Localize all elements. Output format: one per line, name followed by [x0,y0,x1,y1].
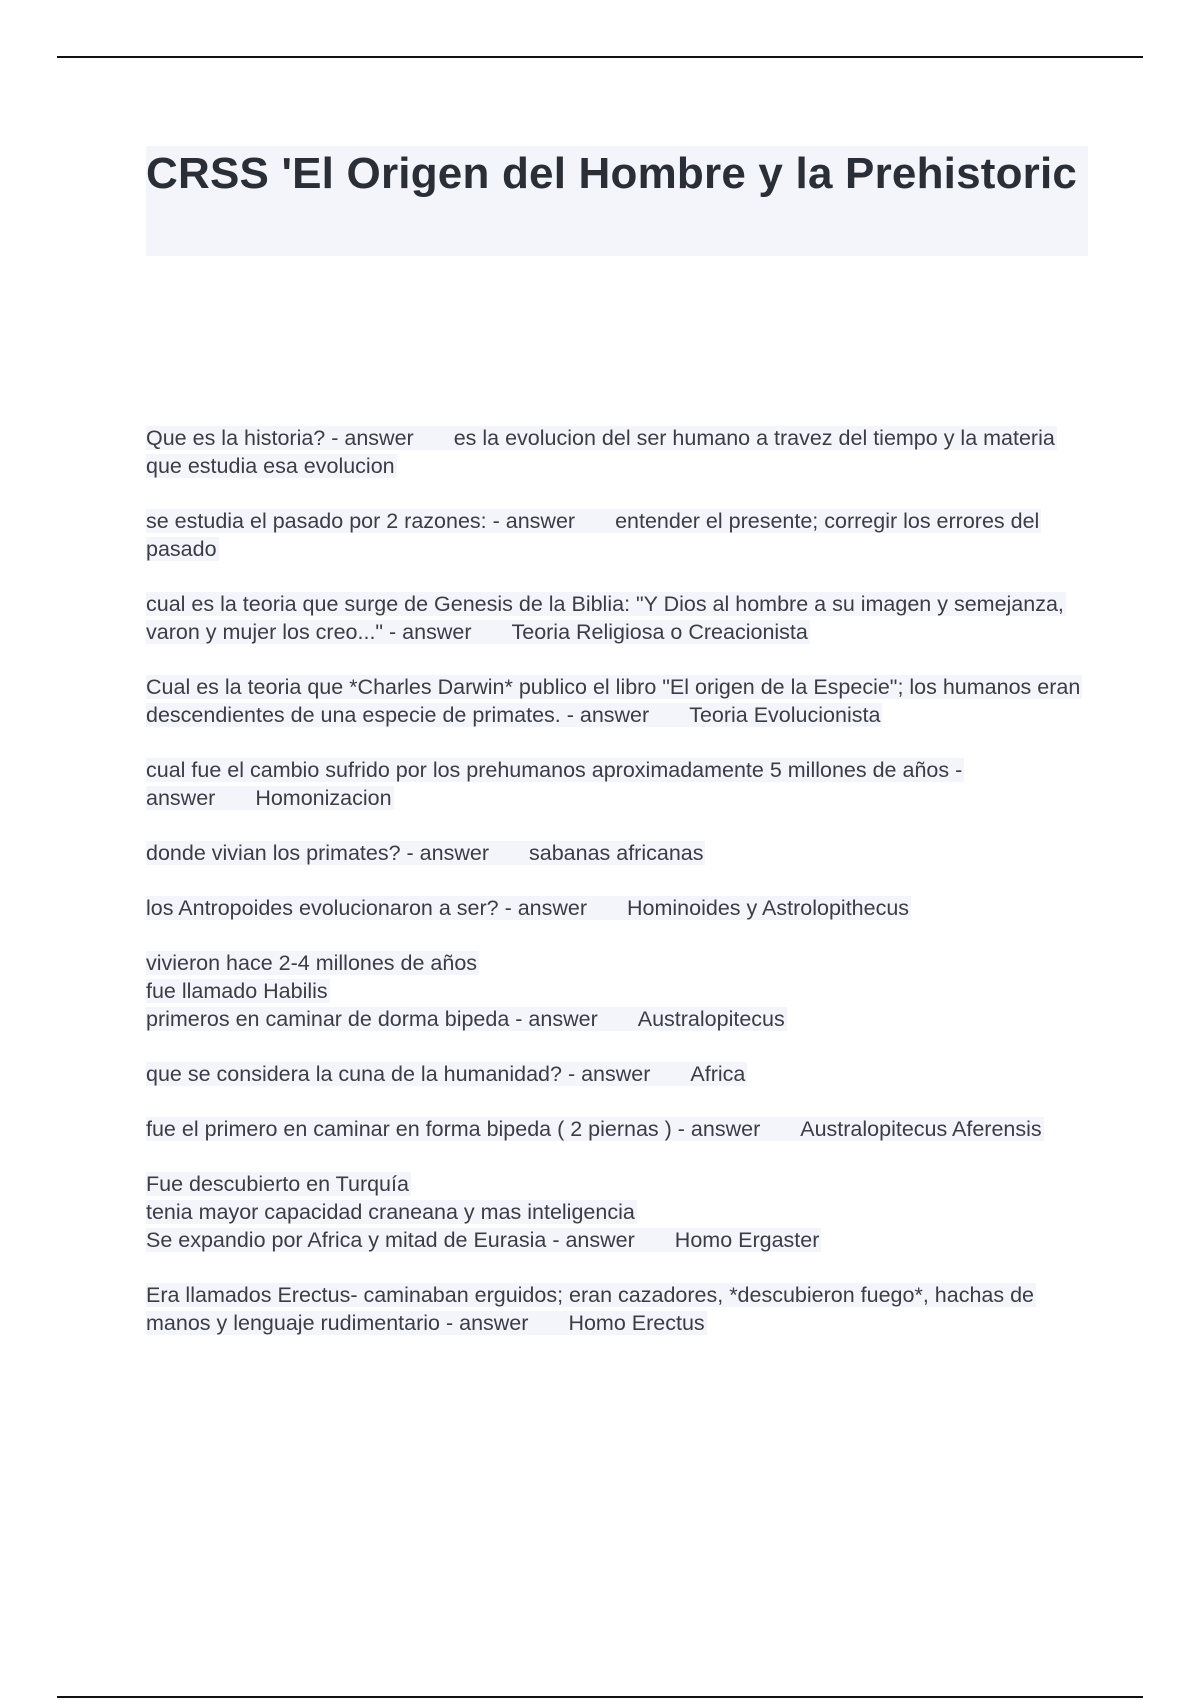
question-answer-text [146,758,964,810]
question-text: cual es la teoria que surge de Genesis de la Biblia: "Y Dios al hombre a su imagen y semejanza, varon y mujer los creo..." [146,592,1064,644]
qa-item [146,949,1096,1033]
document-title: CRSS 'El Origen del Hombre y la Prehistoric [146,149,1078,198]
answer-marker: - answer [389,620,472,644]
question-text: primeros en caminar de dorma bipeda [146,1007,516,1031]
question-answer-text [146,1228,821,1252]
qa-item [146,1115,1096,1143]
answer-text: Homo Erectus [568,1311,705,1335]
qa-item [146,424,1096,480]
answer-marker: - answer [504,896,588,920]
answer-text: Teoria Religiosa o Creacionista [511,620,808,644]
qa-item [146,894,1096,922]
answer-marker: - answer [515,1007,598,1031]
answer-marker: - answer [406,841,489,865]
answer-text: es la evolucion del ser humano a travez del tiempo y la materia que estudia esa evolucion [146,426,1055,478]
qa-item [146,1281,1096,1337]
qa-item [146,1060,1096,1088]
question-answer-text [146,1007,787,1031]
question-answer-text [146,841,705,865]
answer-text: Homonizacion [255,786,392,810]
question-text: Era llamados Erectus- caminaban erguidos; eran cazadores, *descubieron fuego*, hachas de manos y lenguaje rudimentario [146,1283,1034,1335]
answer-marker: - answer [146,758,963,810]
bottom-rule [57,1696,1143,1698]
answer-text: sabanas africanas [528,841,704,865]
qa-item [146,590,1096,646]
question-answer-text [146,1283,1036,1335]
answer-text: Australopitecus Aferensis [800,1117,1042,1141]
question-text: donde vivian los primates? [146,841,407,865]
question-text: que se considera la cuna de la humanidad? [146,1062,568,1086]
question-answer-text [146,675,1082,727]
answer-text: Africa [690,1062,746,1086]
answer-marker: - answer [552,1228,635,1252]
qa-list [146,424,1096,1364]
answer-marker: - answer [566,703,650,727]
question-text: Que es la historia? [146,426,332,450]
qa-item [146,839,1096,867]
question-text: se estudia el pasado por 2 razones: [146,509,493,533]
question-text: los Antropoides evolucionaron a ser? [146,896,505,920]
question-answer-text [146,509,1041,561]
question-text: vivieron hace 2-4 millones de años [146,951,478,975]
answer-text: entender el presente; corregir los errores del pasado [146,509,1040,561]
answer-text: Hominoides y Astrolopithecus [627,896,910,920]
answer-marker: - answer [445,1311,529,1335]
question-text: fue llamado Habilis [146,979,328,1003]
question-answer-text [146,426,1057,478]
question-text: fue el primero en caminar en forma bipeda ( 2 piernas ) [146,1117,678,1141]
answer-marker: - answer [492,509,576,533]
answer-marker: - answer [677,1117,761,1141]
question-answer-text [146,1062,747,1086]
question-text: Fue descubierto en Turquía [146,1172,409,1196]
qa-item [146,507,1096,563]
question-text: tenia mayor capacidad craneana y mas inteligencia [146,1200,635,1224]
question-text: Se expandio por Africa y mitad de Eurasia [146,1228,553,1252]
top-rule [57,56,1143,58]
title-block [146,146,1088,256]
answer-marker: - answer [331,426,414,450]
qa-item [146,1170,1096,1254]
answer-text: Australopitecus [637,1007,785,1031]
answer-marker: - answer [567,1062,651,1086]
question-answer-text [146,1117,1044,1141]
answer-text: Teoria Evolucionista [689,703,881,727]
answer-text: Homo Ergaster [674,1228,820,1252]
qa-item [146,673,1096,729]
question-text: cual fue el cambio sufrido por los prehumanos aproximadamente 5 millones de años [146,758,956,782]
question-text: Cual es la teoria que *Charles Darwin* publico el libro "El origen de la Especie"; los humanos eran descendientes de una especie de primates. [146,675,1081,727]
qa-item [146,756,1096,812]
question-answer-text [146,592,1066,644]
question-answer-text [146,896,911,920]
